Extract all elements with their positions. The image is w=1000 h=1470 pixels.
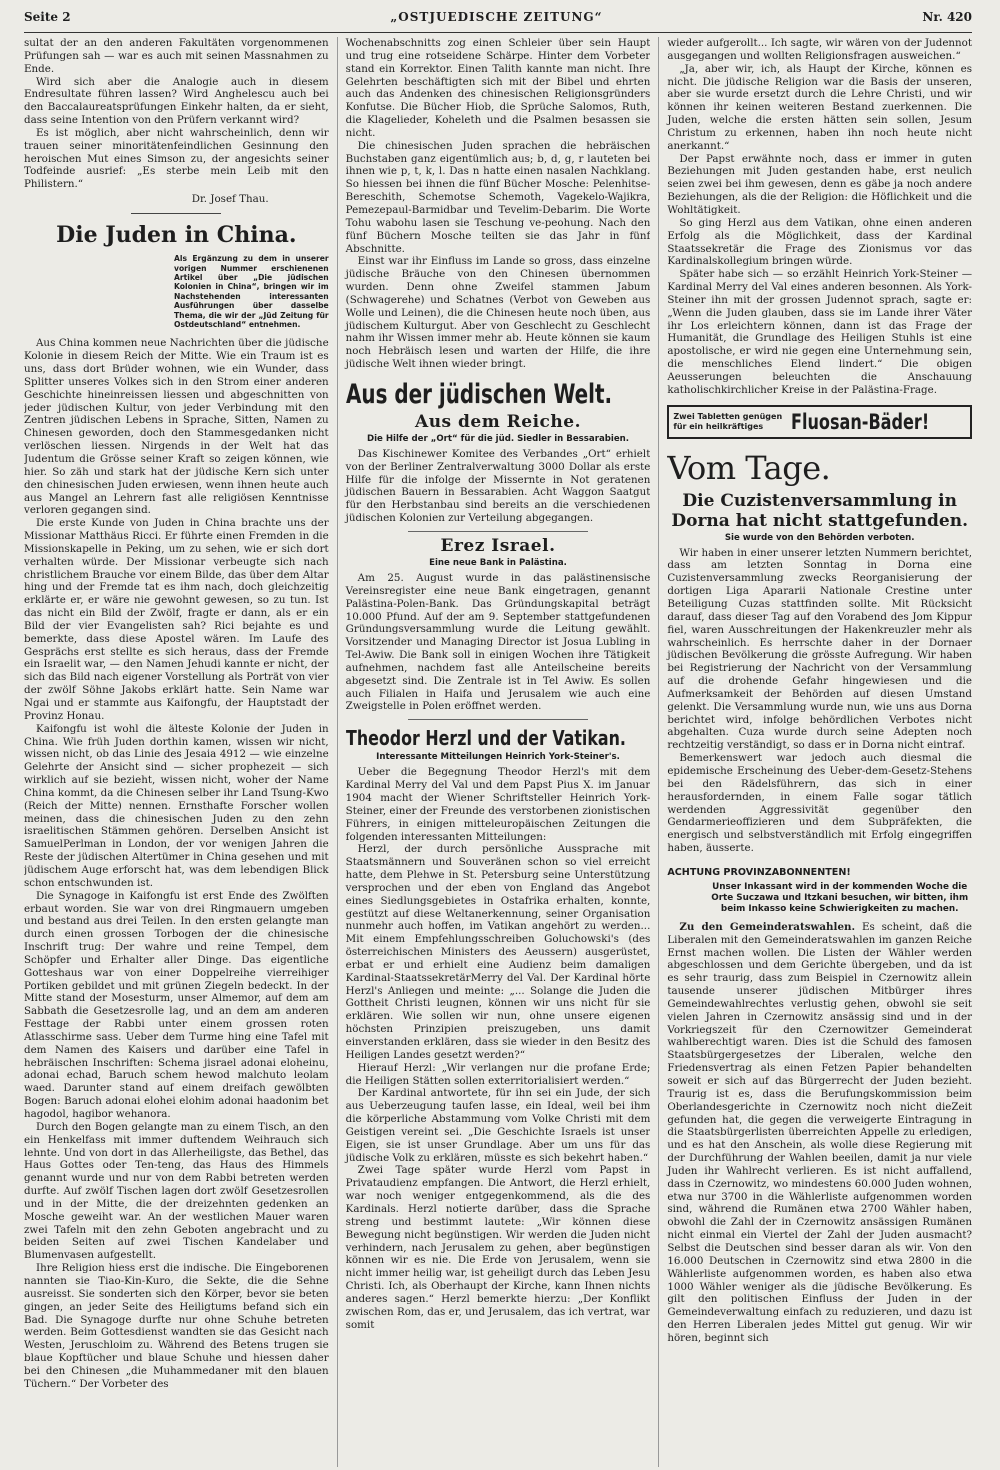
article-paragraph: So ging Herzl aus dem Vatikan, ohne einen anderen Erfolg als die Möglichkeit, dass der Kardinal Staatssekretär die Frage des Zionismus vor das Kardinalskollegium bringen würde. — [667, 216, 973, 268]
page-number: Seite 2 — [24, 10, 71, 24]
article-paragraph: Bemerkenswert war jedoch auch diesmal die epidemische Erscheinung des Ueber-dem-Gesetz-Stehens bei den Rädelsführern, das sich in einer herausfordernden, in einem Falle sogar tätlich werdenden Aggressivität gegenüber den Gendarmerieoffizieren und dem Subpräfekten, die energisch und selbstverständlich mit Erfolg eingegriffen haben, äusserte. — [667, 752, 973, 855]
article-paragraph: Die chinesischen Juden sprachen die hebräischen Buchstaben ganz eigentümlich aus; b, d, g, r lauteten bei ihnen wie p, t, k, l. Das n hatte einen nasalen Nachklang. So hiessen bei ihnen die fünf Bücher Mosche: Pelenhitse-Bereschith, Schemotse Schemoth, Vagekelo-Wajikra, Pemezepaul-Barmidbar und Tevelim-Debarim. Die Worte Tohu wabohu lasen sie Teschung ve-peohung. Nach den fünf Büchern Mosche teilten sie das Jahr in fünf Abschnitte. — [345, 139, 651, 255]
article-paragraph: Das Kischinewer Komitee des Verbandes „Ort“ erhielt von der Berliner Zentralverwaltung 3000 Dollar als erste Hilfe für die infolge der Missernte in Not geratenen jüdischen Bauern in Bessarabien. Acht Waggon Saatgut für den Herbstanbau sind bereits an die verschiedenen jüdischen Kolonien zur Verteilung abgegangen. — [345, 447, 651, 525]
article-paragraph: „Ja, aber wir, ich, als Haupt der Kirche, können es nicht. Die jüdische Religion war die Basis der unseren, aber sie wurde ersetzt durch die Lehre Christi, und wir können ihr keinen weiteren Bestand zuerkennen. Die Juden, welche die ersten hätten sein sollen, Jesum Christum zu erkennen, haben ihn noch heute nicht anerkannt.“ — [667, 62, 973, 152]
article-paragraph-wahlen — [667, 921, 972, 1345]
issue-number: Nr. 420 — [922, 10, 972, 24]
article-paragraph: Aus China kommen neue Nachrichten über die jüdische Kolonie in diesem Reich der Mitte. Wie ein Traum ist es uns, dass dort Brüder wohnen, wie ein Wunder, dass Splitter unseres Volkes sich in den Strom einer anderen Geschichte hineinreissen liessen und abgeschnitten von jeder jüdischen Kultur, von jeder Verbindung mit den Zentren jüdischen Lebens in Sprache, Sitten, Namen zu Chinesen geworden, doch den Stammesgedanken nicht verlöschen liessen. Nirgends in der Welt hat das Judentum die Grösse seiner Kraft so zeigen können, wie hier. So zäh und stark hat der jüdische Kern sich unter den chinesischen Juden erwiesen, wenn ihnen heute auch aus Mangel an Lehrern fast alle religiösen Kenntnisse verloren gegangen sind. — [24, 337, 329, 517]
article-paragraph: Wochenabschnitts zog einen Schleier über sein Haupt und trug eine rotseidene Schärpe. Hinter dem Vorbeter stand ein Korrektor. Einen Talith kannte man nicht. Ihre Gelehrten beschäftigten sich mit der Bibel und ehrten auch das Andenken des chinesischen Religionsgründers Konfutse. Die Bücher Hiob, die Sprüche Salomos, Ruth, die Klagelieder, Koheleth und die Psalmen besassen sie nicht. — [345, 37, 651, 139]
article-paragraph: Durch den Bogen gelangte man zu einem Tisch, an den ein Henkelfass mit immer duftendem Weihrauch sich lehnte. Und von dort in das Allerheiligste, das Bethel, das Haus Gottes oder Ten-teng, das Haus des Himmels genannt wurde und nur von dem Rabbi betreten werden durfte. Auf zwölf Tischen lagen dort zwölf Gesetzesrollen und in der Mitte, die der dreizehnten gedenken an Mosche geweiht war. An der westlichen Mauer waren zwei Tafeln mit den zehn Geboten angebracht und zu beiden Seiten auf zwei Tischen Kandelaber und Blumenvasen aufgestellt. — [24, 1120, 329, 1262]
section-divider — [408, 719, 588, 720]
notice-text: Unser Inkassant wird in der kommenden Woche die Orte Suczawa und Itzkani besuchen, wir bitten, ihm beim Inkasso keine Schwierigkeiten zu machen. — [711, 881, 969, 914]
notice-heading: ACHTUNG PROVINZABONNENTEN! — [667, 866, 851, 878]
column-3 — [658, 37, 972, 1467]
author-signature: Dr. Josef Thau. — [191, 193, 269, 206]
article-paragraph: Herzl, der durch persönliche Aussprache mit Staatsmännern und Souveränen schon so viel erreicht hatte, dem Plehwe in St. Petersburg seine Unterstützung versprochen und der eben von England das Angebot eines Siedlungsgebietes in Ostafrika erhalten, konnte, gestützt auf diese Weltanerkennung, seiner Organisation nunmehr auch hoffen, im Vatikan angehört zu werden... Mit einem Empfehlungsschreiben Goluchowski's (des österreichischen Ministers des Aeussern) ausgerüstet, erbat er und erhielt eine Audienz beim damaligen Kardinal-StaatssekretärMerry del Val. Der Kardinal hörte Herzl's Anliegen und meinte: „... Solange die Juden die Gottheit Christi leugnen, können wir uns nicht für sie erklären. Wie sollen wir nun, ohne unsere eigenen höchsten Prinzipien preiszugeben, uns damit einverstanden erklären, dass sie wieder in den Besitz des Heiligen Landes gesetzt werden?“ — [345, 843, 651, 1061]
article-paragraph: Die erste Kunde von Juden in China brachte uns der Missionar Matthäus Ricci. Er führte einen Fremden in die Missionskapelle in Peking, um zu sehen, wie er sich dort verhalten würde. Der Missionar verbeugte sich nach christlichem Brauche vor einem Bilde, das über dem Altar hing und der Fremde tat es ihm nach, doch gleichzeitig erklärte er, er wäre nie gewohnt gewesen, so zu tun. Ist das nicht ein Bild der Zwölf, fragte er dann, als er ein Bild der vier Evangelisten sah? Rici bejahte es und bemerkte, dass diese Apostel wären. Im Laufe des Gesprächs erst stellte es sich heraus, dass der Fremde ein Israelit war, — den Namen Jehudi kannte er nicht, der sich das Bild nach eigener Vorstellung als Porträt von vier der zwölf Söhne Jakobs erklärt hatte. Sein Name war Ngai und er stammte aus Kaifongfu, der Hauptstadt der Provinz Honau. — [24, 517, 329, 722]
article-paragraph: Die Synagoge in Kaifongfu ist erst Ende des Zwölften erbaut worden. Sie war von drei Ringmauern umgeben und bestand aus drei Teilen. In den ersten gelangte man durch einen grossen Torbogen der die chinesische Inschrift trug: Der wahre und reine Tempel, dem Schöpfer und Erhalter aller Dinge. Das eigentliche Gotteshaus war von einer Doppelreihe vierreihiger Portiken gebildet und mit grünen Ziegeln bedeckt. In der Mitte stand der Mosesturm, unser Almemor, auf dem am Sabbath die Gesetzesrolle lag, und an dem am anderen Festtage der Rabbi unter einem grossen roten Atlasschirme sass. Ueber dem Turme hing eine Tafel mit dem Namen des Kaisers und darüber eine Tafel in hebräischen Inschriften: Schema jisrael adonai eloheinu, adonai echad, Baruch schem hewod malchuto leolam waed. Darunter stand auf einem dreifach gewölbten Bogen: Baruch adonai elohei elohim adonai haadonim bet hagodol, hagibor wehanora. — [24, 889, 329, 1120]
article-paragraph: Der Kardinal antwortete, für ihn sei ein Jude, der sich aus Ueberzeugung taufen lasse, ein Ideal, weil bei ihm die körperliche Abstammung vom Volke Christi mit dem Geistigen vereint sei. „Die Geschichte Israels ist unser Eigen, sie ist unser Grundlage. Aber um uns für das jüdische Volk zu erklären, müsste es sich bekehrt haben.“ — [345, 1087, 651, 1164]
article-paragraph: Wir haben in einer unserer letzten Nummern berichtet, dass am letzten Sonntag in Dorna eine Cuzistenversammlung zwecks Reorganisierung der dortigen Liga Apararii Nationale Crestine unter Beteiligung Cuzas stattfinden sollte. Mit Rücksicht darauf, dass dieser Tag auf den Vorabend des Jom Kippur fiel, waren Ausschreitungen der Hakenkreuzler mehr als wahrscheinlich. Es herrschte daher in der Dornaer jüdischen Bevölkerung die grösste Aufregung. Wir haben bei Registrierung der Nachricht von der Versammlung auf die drohende Gefahr hingewiesen und die Aufmerksamkeit der Behörden auf diesen Umstand gelenkt. Die Versammlung wurde nun, wie uns aus Dorna berichtet wird, infolge behördlichen Verbotes nicht abgehalten. Cuza wurde durch seine Adepten noch rechtzeitig verständigt, so dass er in Dorna nicht eintraf. — [667, 546, 973, 752]
article-paragraph: Hierauf Herzl: „Wir verlangen nur die profane Erde; die Heiligen Stätten sollen exterritorialisiert werden.“ — [345, 1061, 651, 1087]
article-paragraph: Der Papst erwähnte noch, dass er immer in guten Beziehungen mit Juden gestanden habe, erst neulich seien zwei bei ihm gewesen, denn es gäbe ja noch andere Beziehungen, als die der Religion: die Höflichkeit und die Wohltätigkeit. — [667, 152, 973, 216]
advertisement-fluosan — [667, 405, 972, 439]
article-paragraph: Am 25. August wurde in das palästinensische Vereinsregister eine neue Bank eingetragen, genannt Palästina-Polen-Bank. Das Gründungskapital beträgt 10.000 Pfund. Auf der am 9. September stattgefundenen Gründungsversammlung wurde die Leitung gewählt. Vorsitzender und Managing Director ist Josua Lubling in Tel-Awiw. Die Bank soll in einigen Wochen ihre Tätigkeit aufnehmen, nachdem fast alle Anteilscheine bereits abgesetzt sind. Die Zentrale ist in Tel Awiw. Es sollen auch Filialen in Haifa und Jerusalem wie auch eine Zweigstelle in Polen eröffnet werden. — [345, 572, 651, 713]
subsection-title-aus-dem-reiche: Aus dem Reiche. — [415, 411, 581, 432]
article-paragraph: Später habe sich — so erzählt Heinrich York-Steiner — Kardinal Merry del Val eines anderen besonnen. Als York-Steiner ihn mit der grossen Judennot sprach, sagte er: „Wenn die Juden glauben, dass sie im Lande ihrer Väter ihr Los erleichtern können, dann ist das Frage der Humanität, die Grundlage des Heiligen Stuhls ist eine apostolische, er wird nie gegen eine Unternehmung sein, die menschliches Elend lindert.“ Die obigen Aeusserungen beleuchten die Anschauung katholischkirchlicher Kreise in der Palästina-Frage. — [667, 268, 973, 396]
section-title-aus-der-juedischen-welt: Aus der jüdischen Welt. — [345, 378, 612, 410]
wahlen-body: Es scheint, daß die Liberalen mit den Gemeinderatswahlen im ganzen Reiche Ernst machen wollen. Die Listen der Wähler werden abgeschlossen und dem Gerichte übergeben, und da ist es sehr traurig, dass zum Beispiel in Czernowitz allein tausende unserer jüdischen Mitbürger ihres Gemeindewahlrechtes verlustig gehen, obwohl sie seit vielen Jahren in Czernowitz ansässig sind und in der Vorkriegszeit für den Czernowitzer Gemeinderat wahlberechtigt waren. Dies ist die Schuld des famosen Staatsbürgergesetzes der Liberalen, welche den Friedensvertrag als einen Fetzen Papier behandelten soweit er sich auf das Bürgerrecht der Juden bezieht. Traurig ist es, dass die Berufungskommission beim Oberlandesgerichte in Czernowitz noch nicht dieZeit gefunden hat, die gegen die verweigerte Eintragung in die Staatsbürgerlisten überreichten Appelle zu erledigen, und es hat den Anschein, als wolle diese Regierung mit der Durchführung der Wahlen beeilen, damit ja nur viele Juden ihr Wahlrecht verlieren. Es ist nicht auffallend, dass in Czernowitz, wo mindestens 60.000 Juden wohnen, etwa nur 3700 in die Wählerliste aufgenommen worden sind, während die Rumänen etwa 2700 Wähler haben, obwohl die Zahl der in Czernowitz ansässigen Rumänen nicht einmal ein Viertel der Zahl der Juden ausmacht? Selbst die Deutschen sind besser daran als wir. Von den 16.000 Deutschen in Czernowitz sind etwa 2800 in die Wählerliste aufgenommen worden, es haben also etwa 1000 Wähler weniger als die jüdische Bevölkerung. Es gilt den politischen Einfluss der Juden in der Gemeindeverwaltung einfach zu reduzieren, und dazu ist den Herren Liberalen jedes Mittel gut genug. Wir wir hören, beginnt sich — [667, 920, 973, 1344]
article-intro: Als Ergänzung zu dem in unserer vorigen Nummer erschienenen Artikel über „Die jüdischen Kolonien in China“, bringen wir im Nachstehenden interessanten Ausführungen über dasselbe Thema, die wir der „Jüd Zeitung für Ostdeutschland“ entnehmen. — [174, 254, 329, 329]
article-end-paragraph: Wird sich aber die Analogie auch in diesem Endresultate führen lassen? Wird Anghelescu auch bei den Baccalaureatsprüfungen Einkehr halten, da er sieht, dass seine Intention von den Prüfern verkannt wird? — [24, 75, 329, 127]
ad-tagline: Zwei Tabletten genügen für ein heilkräftiges — [673, 411, 783, 431]
wahlen-lead: Zu den Gemeinderatswahlen. — [679, 920, 856, 933]
ad-product: Fluosan-Bäder! — [791, 409, 930, 434]
section-title-vom-tage: Vom Tage. — [667, 448, 831, 487]
article-subtitle: Sie wurde von den Behörden verboten. — [724, 532, 915, 543]
column-1 — [24, 37, 329, 1467]
article-paragraph: wieder aufgerollt... Ich sagte, wir wären von der Judennot ausgegangen und wollten Religionsfragen ausweichen.“ — [667, 37, 973, 62]
article-subtitle: Interessante Mitteilungen Heinrich York-Steiner's. — [376, 752, 620, 763]
subsection-title-erez-israel: Erez Israel. — [440, 536, 556, 556]
article-paragraph: Ihre Religion hiess erst die indische. Die Eingeborenen nannten sie Tiao-Kin-Kuro, die Sekte, die die Sehne ausreisst. Sie sonderten sich den Körper, bevor sie beten gingen, an jeder Seite des Heiligtums befand sich ein Bad. Die Synagoge durfte nur ohne Schuhe betreten werden. Beim Gottesdienst wandten sie das Gesicht nach Westen, Jeruschloim zu. Während des Betens trugen sie blaue Kopftücher und blaue Schuhe und hiessen daher bei den Chinesen „die Muhammedaner mit den blauen Tüchern.“ Der Vorbeter des — [24, 1262, 329, 1390]
header-rule — [24, 32, 972, 33]
article-subtitle: Eine neue Bank in Palästina. — [429, 558, 567, 568]
article-title-herzl-vatikan: Theodor Herzl und der Vatikan. — [345, 726, 626, 751]
section-divider — [408, 531, 588, 532]
article-title-juden-in-china: Die Juden in China. — [56, 222, 297, 249]
article-title-cuzistenversammlung: Die Cuzistenversammlung in Dorna hat nicht stattgefunden. — [671, 490, 968, 531]
section-divider — [131, 213, 221, 214]
article-paragraph: Kaifongfu ist wohl die älteste Kolonie der Juden in China. Wie früh Juden dorthin kamen, wissen wir nicht, wissen nicht, ob das Linie des Jesaia 4912 — wie einzelne Gelehrte der Ansicht sind — sicher prophezeit — sich wirklich auf sie bezieht, wissen nicht, woher der Name China kommt, da die Chinesen selber ihr Land Tsung-Kwo (Reich der Mitte) nennen. Ernsthafte Forscher wollen meinen, dass die chinesischen Juden zu den zehn israelitischen Stämmen gehören. Derselben Ansicht ist SamuelPerlman in London, der vor wenigen Jahren die Reste der jüdischen Altertümer in China gesehen und mit jüdischem Auge erforscht hat, was dem lebendigen Blick schon entschwunden ist. — [24, 722, 329, 889]
columns — [24, 37, 972, 1467]
article-paragraph: Zwei Tage später wurde Herzl vom Papst in Privataudienz empfangen. Die Antwort, die Herzl erhielt, war noch weniger entgegenkommend, als die des Kardinals. Herzl notierte darüber, dass die Sprache streng und bestimmt lautete: „Wir können diese Bewegung nicht begünstigen. Wir werden die Juden nicht verhindern, nach Jerusalem zu gehen, aber begünstigen können wir es nie. Die Erde von Jerusalem, wenn sie nicht immer heilig war, ist geheiligt durch das Leben Jesu Christi. Ich, als Oberhaupt der Kirche, kann Ihnen nichts anderes sagen.“ Herzl bemerkte hierzu: „Der Konflikt zwischen Rom, das er, und Jerusalem, das ich vertrat, war somit — [345, 1164, 651, 1331]
article-end-paragraph: Es ist möglich, aber nicht wahrscheinlich, denn wir trauen seiner minoritätenfeindlichen Gesinnung den heroischen Mut eines Simson zu, der angesichts seiner Todfeinde ausrief: „Es sterbe mein Leib mit den Philistern.“ — [24, 126, 329, 191]
article-end-paragraph: sultat der an den anderen Fakultäten vorgenommenen Prüfungen sah — war es auch mit seinen Massnahmen zu Ende. — [24, 37, 329, 75]
column-2 — [337, 37, 651, 1467]
article-paragraph: Ueber die Begegnung Theodor Herzl's mit dem Kardinal Merry del Val und dem Papst Pius X. im Januar 1904 macht der Wiener Schriftsteller Heinrich York-Steiner, einer der Freunde des verstorbenen zionistischen Führers, in einigen mitteleuropäischen Zeitungen die folgenden interessanten Mitteilungen: — [345, 766, 651, 843]
newspaper-name: „OSTJUEDISCHE ZEITUNG“ — [390, 10, 603, 24]
article-paragraph: Einst war ihr Einfluss im Lande so gross, dass einzelne jüdische Bräuche von den Chinesen übernommen wurden. Denn ohne Zweifel stammen Jabum (Schwagerehe) und Schatnes (Verbot von Geweben aus Wolle und Leinen), die die Chinesen heute noch üben, aus jüdischem Kulturgut. Aber von Geschlecht zu Geschlecht nahm ihr Wissen immer mehr ab. Heute können sie kaum noch Hebräisch lesen und warten der Hilfe, die ihre jüdische Welt ihnen wieder bringt. — [345, 255, 651, 371]
page-header — [24, 10, 972, 30]
article-subtitle: Die Hilfe der „Ort“ für die jüd. Siedler in Bessarabien. — [366, 433, 630, 444]
